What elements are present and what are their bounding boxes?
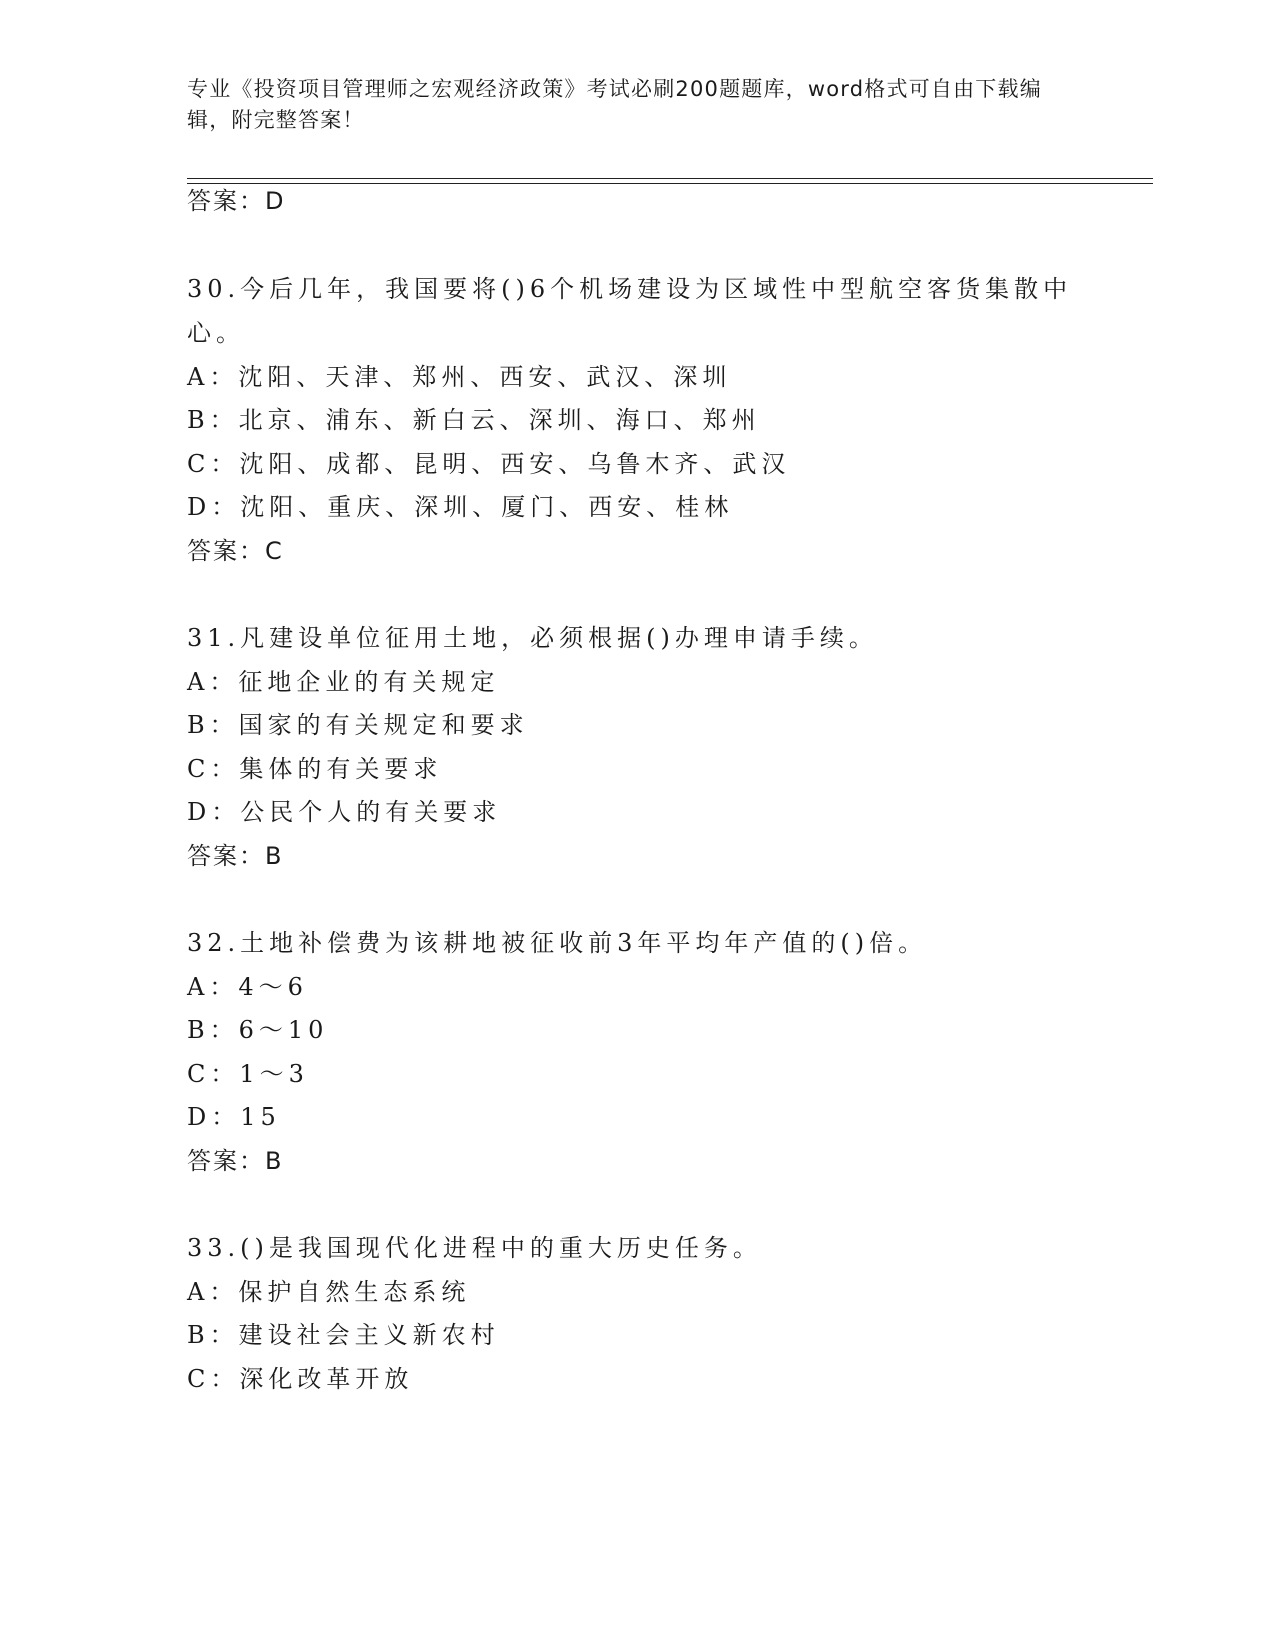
question-30-option-b: B：北京、浦东、新白云、深圳、海口、郑州 [187,406,761,434]
question-31-text: 31.凡建设单位征用土地，必须根据()办理申请手续。 [187,624,878,652]
question-32-option-a: A：4～6 [187,973,308,1001]
question-30-text: 30.今后几年，我国要将()6个机场建设为区域性中型航空客货集散中 [187,275,1073,303]
question-33-option-a: A：保护自然生态系统 [187,1278,471,1306]
answer-30: 答案：C [187,537,284,565]
question-30-text-cont: 心。 [187,319,245,347]
question-32-option-c: C：1～3 [187,1060,309,1088]
question-32-option-b: B：6～10 [187,1016,329,1044]
answer-29: 答案：D [187,187,286,215]
header-divider-top [187,178,1153,179]
question-31-option-d: D：公民个人的有关要求 [187,798,502,826]
page-header: 专业《投资项目管理师之宏观经济政策》考试必刷200题题库，word格式可自由下载编辑，附完整答案！ [187,77,1042,132]
question-32-text: 32.土地补偿费为该耕地被征收前3年平均年产值的()倍。 [187,929,928,957]
answer-32: 答案：B [187,1147,284,1175]
header-divider-bottom [187,183,1153,184]
question-33-option-b: B：建设社会主义新农村 [187,1321,500,1349]
question-31-option-b: B：国家的有关规定和要求 [187,711,529,739]
question-30-option-c: C：沈阳、成都、昆明、西安、乌鲁木齐、武汉 [187,450,791,478]
question-32-option-d: D：15 [187,1103,281,1131]
question-31-option-c: C：集体的有关要求 [187,755,443,783]
question-31-option-a: A：征地企业的有关规定 [187,668,500,696]
answer-31: 答案：B [187,842,284,870]
question-33-text: 33.()是我国现代化进程中的重大历史任务。 [187,1234,762,1262]
question-30-option-d: D：沈阳、重庆、深圳、厦门、西安、桂林 [187,493,734,521]
question-33-option-c: C：深化改革开放 [187,1365,414,1393]
question-30-option-a: A：沈阳、天津、郑州、西安、武汉、深圳 [187,363,732,391]
